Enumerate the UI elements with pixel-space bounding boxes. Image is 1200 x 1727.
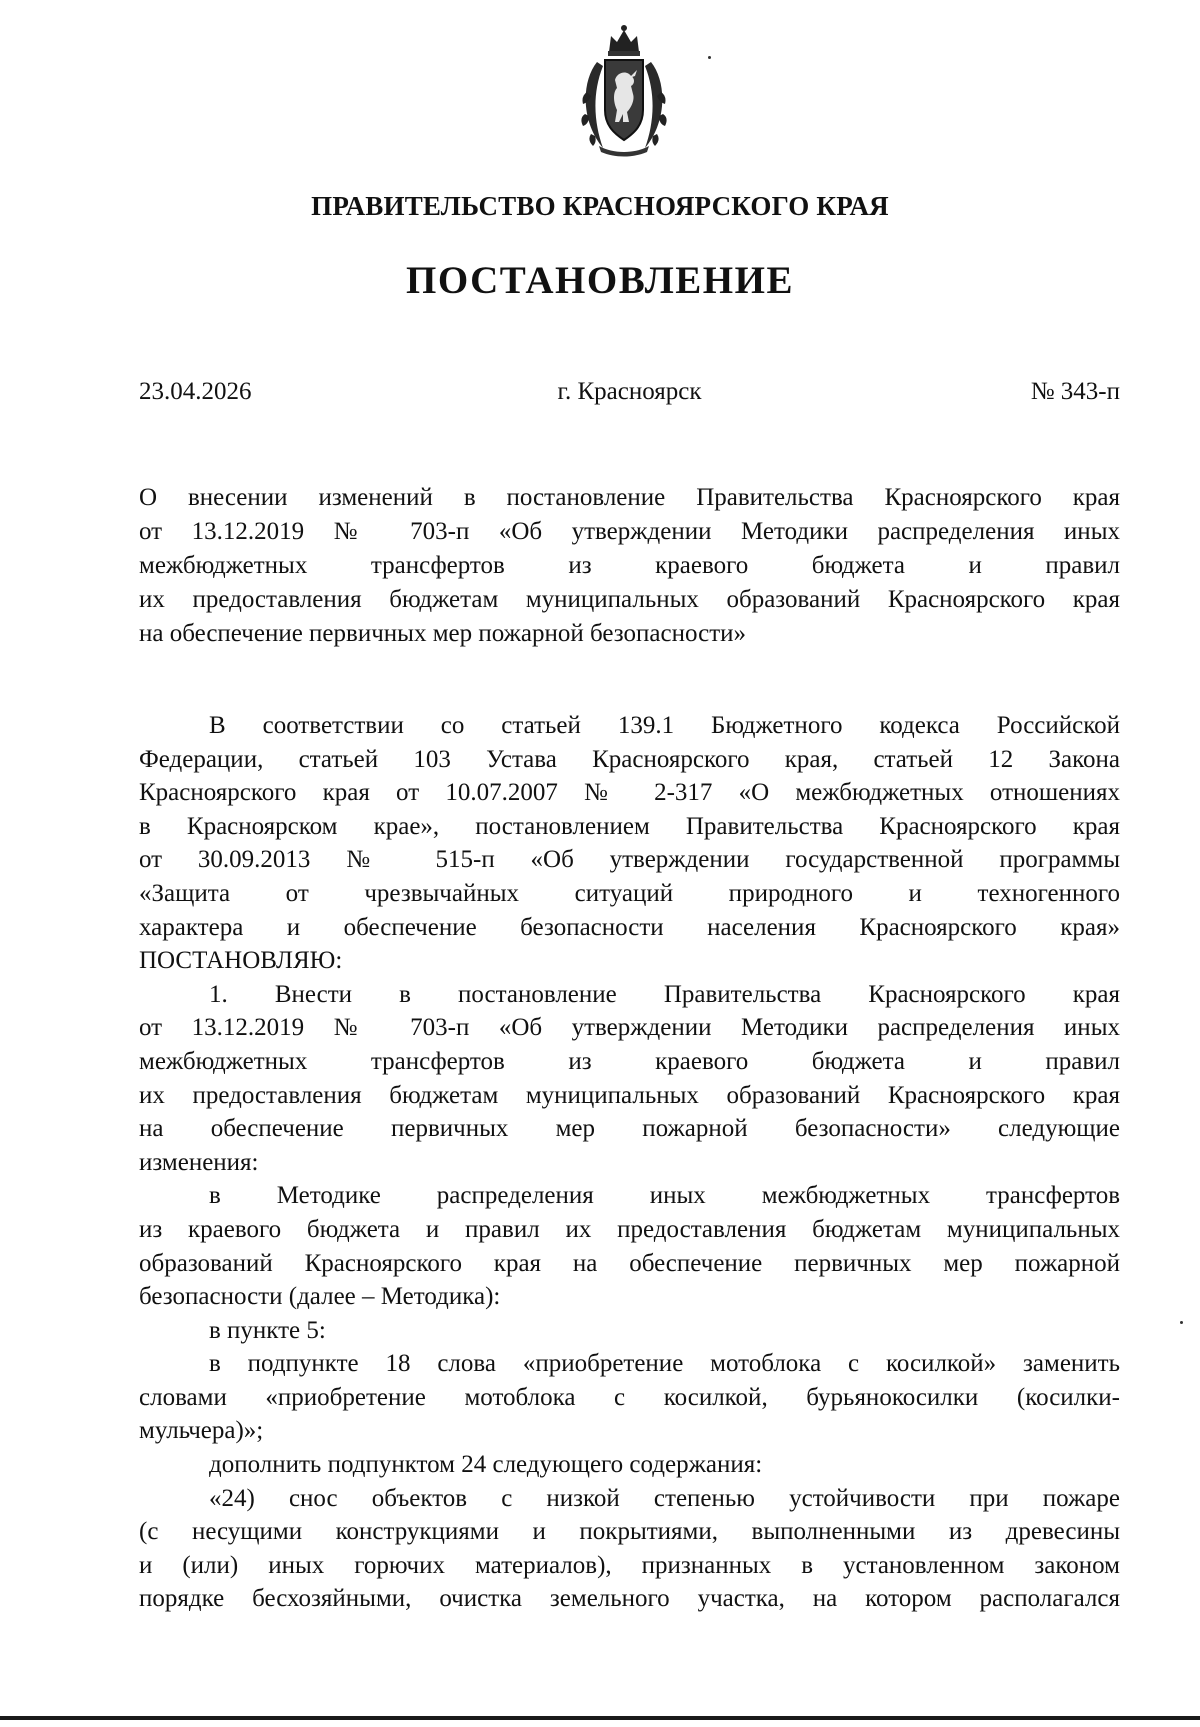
document-number: № 343-п bbox=[1030, 378, 1120, 405]
document-meta-row bbox=[139, 378, 1120, 412]
body-line: (с несущими конструкциями и покрытиями, выполненными из древесины bbox=[139, 1518, 1120, 1546]
document-date: 23.04.2026 bbox=[139, 378, 252, 405]
body-line: «Защита от чрезвычайных ситуаций природного и техногенного bbox=[139, 879, 1120, 907]
body-line: в Красноярском крае», постановлением Правительства Красноярского края bbox=[139, 812, 1120, 840]
body-line: порядке бесхозяйными, очистка земельного участка, на котором располагался bbox=[139, 1585, 1120, 1613]
subject-line: от 13.12.2019 № 703-п «Об утверждении Методики распределения иных bbox=[139, 518, 1120, 545]
body-line: Красноярского края от 10.07.2007 № 2-317 «О межбюджетных отношениях bbox=[139, 779, 1120, 807]
body-line: мульчера)»; bbox=[139, 1417, 264, 1445]
scan-speck bbox=[708, 56, 711, 59]
subject-line: О внесении изменений в постановление Правительства Красноярского края bbox=[139, 484, 1120, 511]
body-line: Федерации, статьей 103 Устава Красноярского края, статьей 12 Закона bbox=[139, 745, 1120, 773]
body-line: В соответствии со статьей 139.1 Бюджетного кодекса Российской bbox=[209, 712, 1120, 739]
document-subject bbox=[139, 481, 1120, 651]
body-line: дополнить подпунктом 24 следующего содержания: bbox=[209, 1451, 763, 1479]
body-line: ПОСТАНОВЛЯЮ: bbox=[139, 947, 343, 975]
organization-title: ПРАВИТЕЛЬСТВО КРАСНОЯРСКОГО КРАЯ bbox=[311, 191, 889, 221]
body-line: изменения: bbox=[139, 1148, 259, 1176]
document-city: г. Красноярск bbox=[557, 378, 702, 405]
body-line: от 30.09.2013 № 515-п «Об утверждении государственной программы bbox=[139, 846, 1120, 874]
body-line: из краевого бюджета и правил их предоставления бюджетам муниципальных bbox=[139, 1215, 1120, 1243]
body-line: образований Красноярского края на обеспечение первичных мер пожарной bbox=[139, 1249, 1120, 1277]
body-line: характера и обеспечение безопасности населения Красноярского края» bbox=[139, 913, 1120, 941]
subject-line: межбюджетных трансфертов из краевого бюджета и правил bbox=[139, 552, 1120, 579]
body-line: межбюджетных трансфертов из краевого бюджета и правил bbox=[139, 1047, 1120, 1075]
document-type-title: ПОСТАНОВЛЕНИЕ bbox=[405, 259, 794, 302]
body-line: и (или) иных горючих материалов), признанных в установленном законом bbox=[139, 1551, 1120, 1579]
krasnoyarsk-krai-coat-of-arms-icon bbox=[573, 22, 675, 160]
body-line: в подпункте 18 слова «приобретение мотоблока с косилкой» заменить bbox=[209, 1350, 1120, 1378]
body-line: безопасности (далее – Методика): bbox=[139, 1283, 501, 1311]
body-line: на обеспечение первичных мер пожарной безопасности» следующие bbox=[139, 1115, 1120, 1143]
scan-speck bbox=[1180, 1321, 1183, 1324]
body-line: в пункте 5: bbox=[209, 1316, 326, 1344]
body-line: от 13.12.2019 № 703-п «Об утверждении Методики распределения иных bbox=[139, 1014, 1120, 1042]
body-line: в Методике распределения иных межбюджетных трансфертов bbox=[209, 1182, 1120, 1210]
subject-line: на обеспечение первичных мер пожарной безопасности» bbox=[139, 620, 747, 647]
document-body bbox=[139, 709, 1120, 1616]
scan-bottom-edge bbox=[0, 1716, 1200, 1720]
subject-line: их предоставления бюджетам муниципальных образований Красноярского края bbox=[139, 586, 1120, 613]
body-line: словами «приобретение мотоблока с косилкой, бурьянокосилки (косилки- bbox=[139, 1383, 1120, 1411]
body-line: «24) снос объектов с низкой степенью устойчивости при пожаре bbox=[209, 1484, 1120, 1512]
body-line: их предоставления бюджетам муниципальных образований Красноярского края bbox=[139, 1081, 1120, 1109]
body-line: 1. Внести в постановление Правительства Красноярского края bbox=[209, 980, 1120, 1008]
